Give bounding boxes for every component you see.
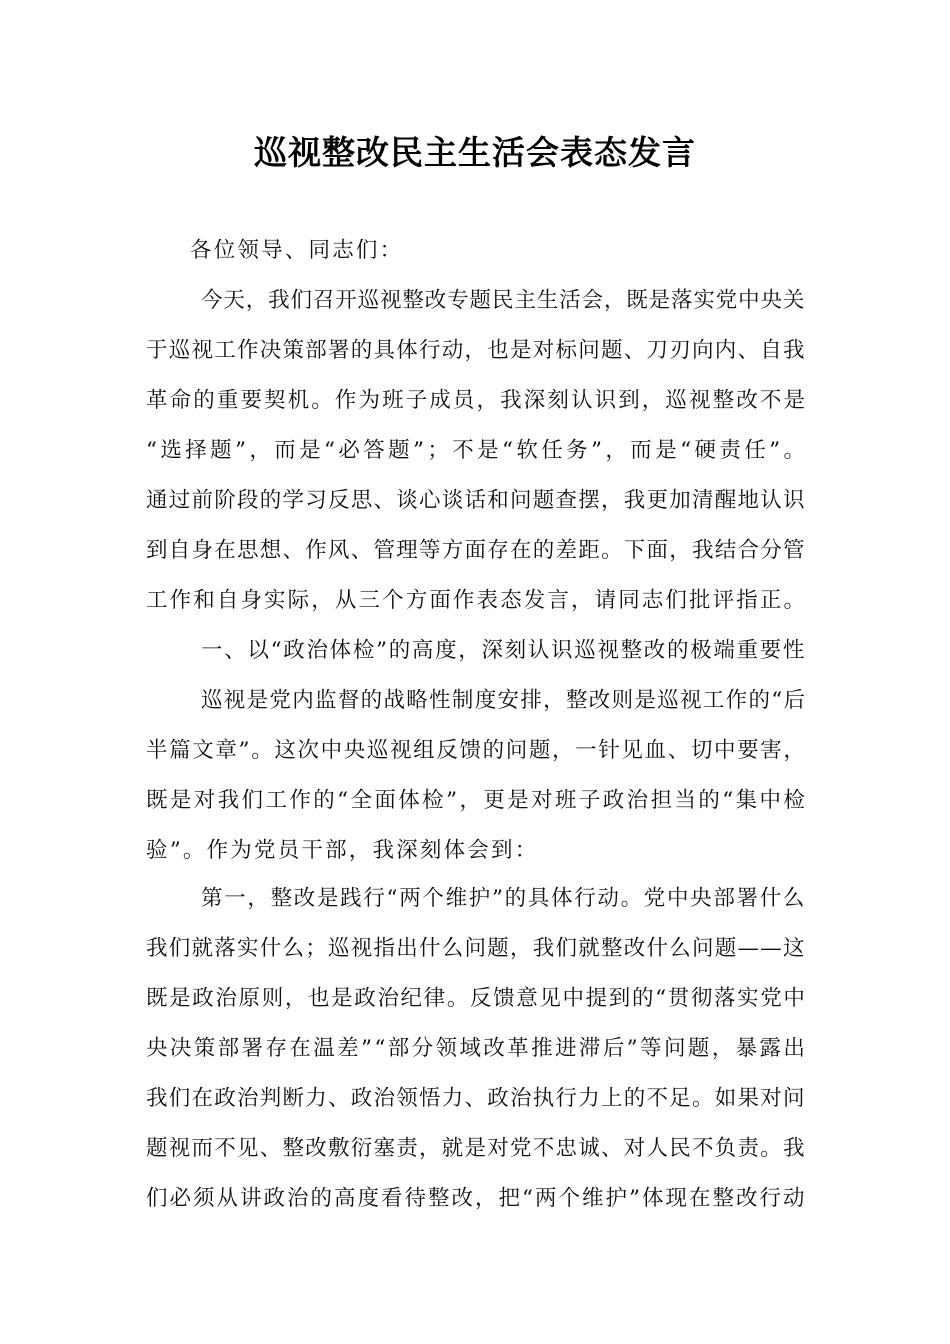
section-heading-1: 一、以“政治体检”的高度，深刻认识巡视整改的极端重要性 (201, 638, 807, 663)
text-line-8: 工作和自身实际，从三个方面作表态发言，请同志们批评指正。 (146, 588, 808, 613)
text-line-12: 既是对我们工作的“全面体检”，更是对班子政治担当的“集中检 (146, 788, 808, 813)
text-line-4: 革命的重要契机。作为班子成员，我深刻认识到，巡视整改不是 (146, 388, 808, 413)
text-line-5: “选择题”，而是“必答题”；不是“软任务”，而是“硬责任”。 (146, 438, 809, 463)
text-line-1: 各位领导、同志们： (190, 238, 404, 263)
text-line-17: 央决策部署存在温差”“部分领域改革推进滞后”等问题，暴露出 (146, 1036, 808, 1061)
text-line-20: 们必须从讲政治的高度看待整改，把“两个维护”体现在整改行动 (146, 1186, 807, 1211)
text-line-2: 今天，我们召开巡视整改专题民主生活会，既是落实党中央关 (201, 288, 806, 313)
text-line-15: 我们就落实什么；巡视指出什么问题，我们就整改什么问题——这 (146, 936, 806, 961)
text-line-14: 第一，整改是践行“两个维护”的具体行动。党中央部署什么 (201, 886, 807, 911)
text-line-18: 我们在政治判断力、政治领悟力、政治执行力上的不足。如果对问 (146, 1086, 806, 1111)
text-line-11: 半篇文章”。这次中央巡视组反馈的问题，一针见血、切中要害， (146, 738, 807, 763)
text-line-10: 巡视是党内监督的战略性制度安排，整改则是巡视工作的“后 (201, 688, 807, 713)
text-line-13: 验”。作为党员干部，我深刻体会到： (146, 838, 539, 863)
document-title: 巡视整改民主生活会表态发言 (254, 133, 696, 172)
text-line-3: 于巡视工作决策部署的具体行动，也是对标问题、刀刃向内、自我 (146, 338, 806, 363)
text-line-7: 到自身在思想、作风、管理等方面存在的差距。下面，我结合分管 (146, 538, 806, 563)
text-line-19: 题视而不见、整改敷衍塞责，就是对党不忠诚、对人民不负责。我 (146, 1136, 806, 1161)
text-line-6: 通过前阶段的学习反思、谈心谈话和问题查摆，我更加清醒地认识 (146, 488, 806, 513)
text-line-16: 既是政治原则，也是政治纪律。反馈意见中提到的“贯彻落实党中 (146, 986, 807, 1011)
